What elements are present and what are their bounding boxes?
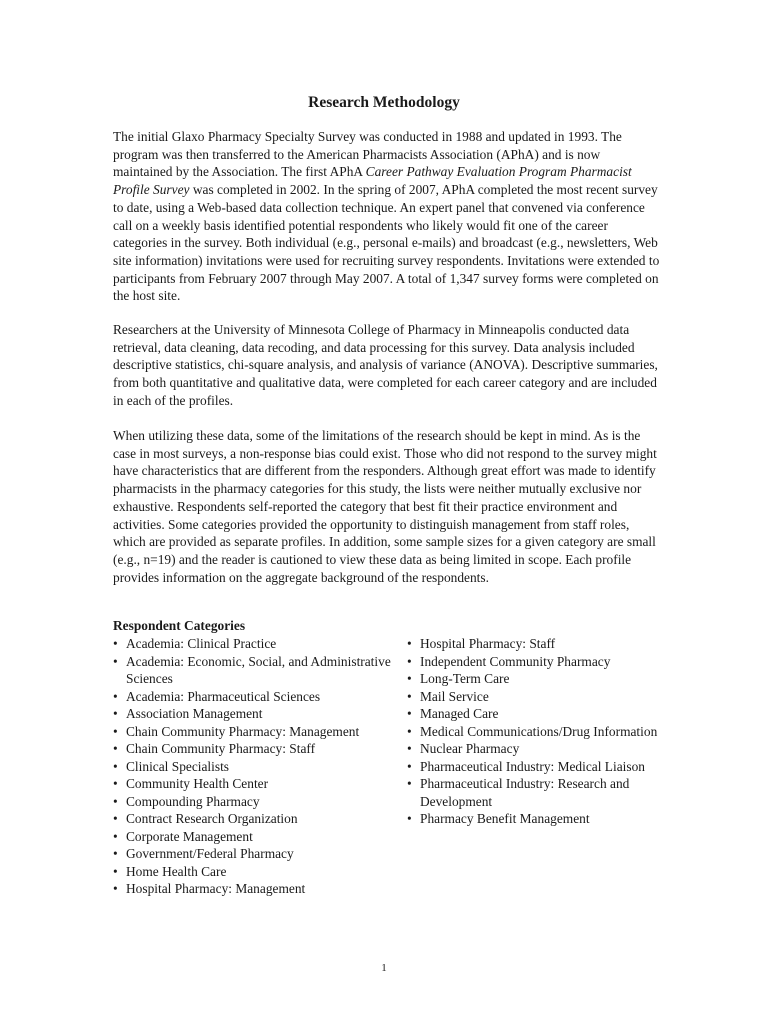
category-item [113,775,403,793]
paragraph-limitations [113,427,661,586]
paragraph-data-processing [113,321,661,410]
bullet-icon: • [113,811,118,826]
category-label: Long-Term Care [420,671,510,686]
category-label: Compounding Pharmacy [126,793,260,809]
category-item [407,740,667,758]
category-label: Government/Federal Pharmacy [126,846,294,861]
bullet-icon: • [113,776,118,791]
bullet-icon: • [113,688,118,704]
bullet-icon: • [407,741,412,756]
category-item [407,758,667,776]
category-label: Mail Service [420,688,489,704]
category-item [113,688,403,706]
category-item [113,828,403,846]
category-label: Nuclear Pharmacy [420,741,520,756]
category-item [407,635,667,653]
category-item [407,653,667,671]
page-number: 1 [381,962,387,974]
bullet-icon: • [113,653,118,669]
bullet-icon: • [407,776,412,791]
category-label: Hospital Pharmacy: Management [126,881,306,896]
category-label: Association Management [126,706,263,721]
paragraph-1-text-a: The initial Glaxo Pharmacy Specialty Survey was conducted in 1988 and updated in 1993. The program was then transferred to the American Pharmacists Association (APhA) and is now maintained by the Association. The first APhA [113,129,622,180]
category-item [407,705,667,723]
category-item [407,723,667,741]
paragraph-2-text: Researchers at the University of Minnesota College of Pharmacy in Minneapolis conducted data retrieval, data cleaning, data recoding, and data processing for this survey. Data analysis included descriptive statistics, chi-square analysis, and analysis of variance (ANOVA). Descriptive summaries, from both quantitative and qualitative data, were completed for each career category and are included in each of the profiles. [113,322,658,408]
bullet-icon: • [407,758,412,774]
category-label: Corporate Management [126,828,253,844]
bullet-icon: • [407,688,412,704]
survey-name-italic: Career Pathway Evaluation Program Pharmacist Profile Survey [113,164,632,198]
category-item [113,635,403,653]
bullet-icon: • [113,706,118,721]
bullet-icon: • [113,723,118,739]
paragraph-survey-history [113,128,661,305]
paragraph-3-text: When utilizing these data, some of the limitations of the research should be kept in mind. As is the case in most surveys, a non-response bias could exist. Those who did not respond to the survey might have characteristics that are different from the responders. Although great effort was made to identify pharmacists in the pharmacy categories for this study, the lists were neither mutually exclusive nor exhaustive. Respondents self-reported the category that best fit their practice environment and activities. Some categories provided the opportunity to distinguish management from staff roles, which are provided as separate profiles. In addition, some sample sizes for a given category are small (e.g., n=19) and the reader is cautioned to view these data as being limited in scope. Each profile provides information on the aggregate background of the respondents. [113,428,657,585]
category-label: Contract Research Organization [126,811,298,826]
category-item [113,880,403,898]
bullet-icon: • [407,636,412,651]
category-item [407,810,667,828]
category-label: Chain Community Pharmacy: Staff [126,741,316,756]
bullet-icon: • [407,811,412,826]
category-label: Chain Community Pharmacy: Management [126,723,360,739]
bullet-icon: • [113,863,118,879]
category-item [113,863,403,881]
category-label: Academia: Clinical Practice [126,636,277,651]
category-item [113,845,403,863]
category-item [407,775,667,810]
category-label: Clinical Specialists [126,758,230,774]
category-item [113,740,403,758]
bullet-icon: • [113,828,118,844]
categories-list-left [113,635,403,898]
category-label: Pharmacy Benefit Management [420,811,590,826]
bullet-icon: • [407,723,412,739]
category-label: Academia: Pharmaceutical Sciences [126,688,321,704]
bullet-icon: • [113,741,118,756]
bullet-icon: • [407,706,412,721]
category-label: Managed Care [420,706,499,721]
category-label: Independent Community Pharmacy [420,653,611,669]
bullet-icon: • [113,636,118,651]
category-label: Community Health Center [126,776,269,791]
category-item [113,653,403,688]
category-item [113,723,403,741]
category-label: Pharmaceutical Industry: Medical Liaison [420,758,645,774]
category-label: Medical Communications/Drug Information [420,723,658,739]
category-item [407,688,667,706]
bullet-icon: • [113,881,118,896]
category-label: Home Health Care [126,863,227,879]
paragraph-1-text-b: was completed in 2002. In the spring of 2007, APhA completed the most recent survey to date, using a Web-based data collection technique. An expert panel that convened via conference call on a weekly basis identified potential respondents who likely would fit one of the career categories in the survey. Both individual (e.g., personal e-mails) and broadcast (e.g., newsletters, Web site information) invitations were used for recruiting survey respondents. Invitations were extended to participants from February 2007 through May 2007. A total of 1,347 survey forms were completed on the host site. [113,182,660,304]
categories-list-right [407,635,667,828]
category-item [113,758,403,776]
bullet-icon: • [407,653,412,669]
bullet-icon: • [113,846,118,861]
category-item [113,793,403,811]
bullet-icon: • [113,793,118,809]
category-label: Pharmaceutical Industry: Research and Development [420,776,630,809]
category-item [113,810,403,828]
category-item [407,670,667,688]
categories-heading: Respondent Categories [113,618,246,633]
page-title: Research Methodology [308,94,460,111]
bullet-icon: • [113,758,118,774]
bullet-icon: • [407,671,412,686]
category-label: Academia: Economic, Social, and Administrative Sciences [126,653,391,686]
category-label: Hospital Pharmacy: Staff [420,636,556,651]
category-item [113,705,403,723]
